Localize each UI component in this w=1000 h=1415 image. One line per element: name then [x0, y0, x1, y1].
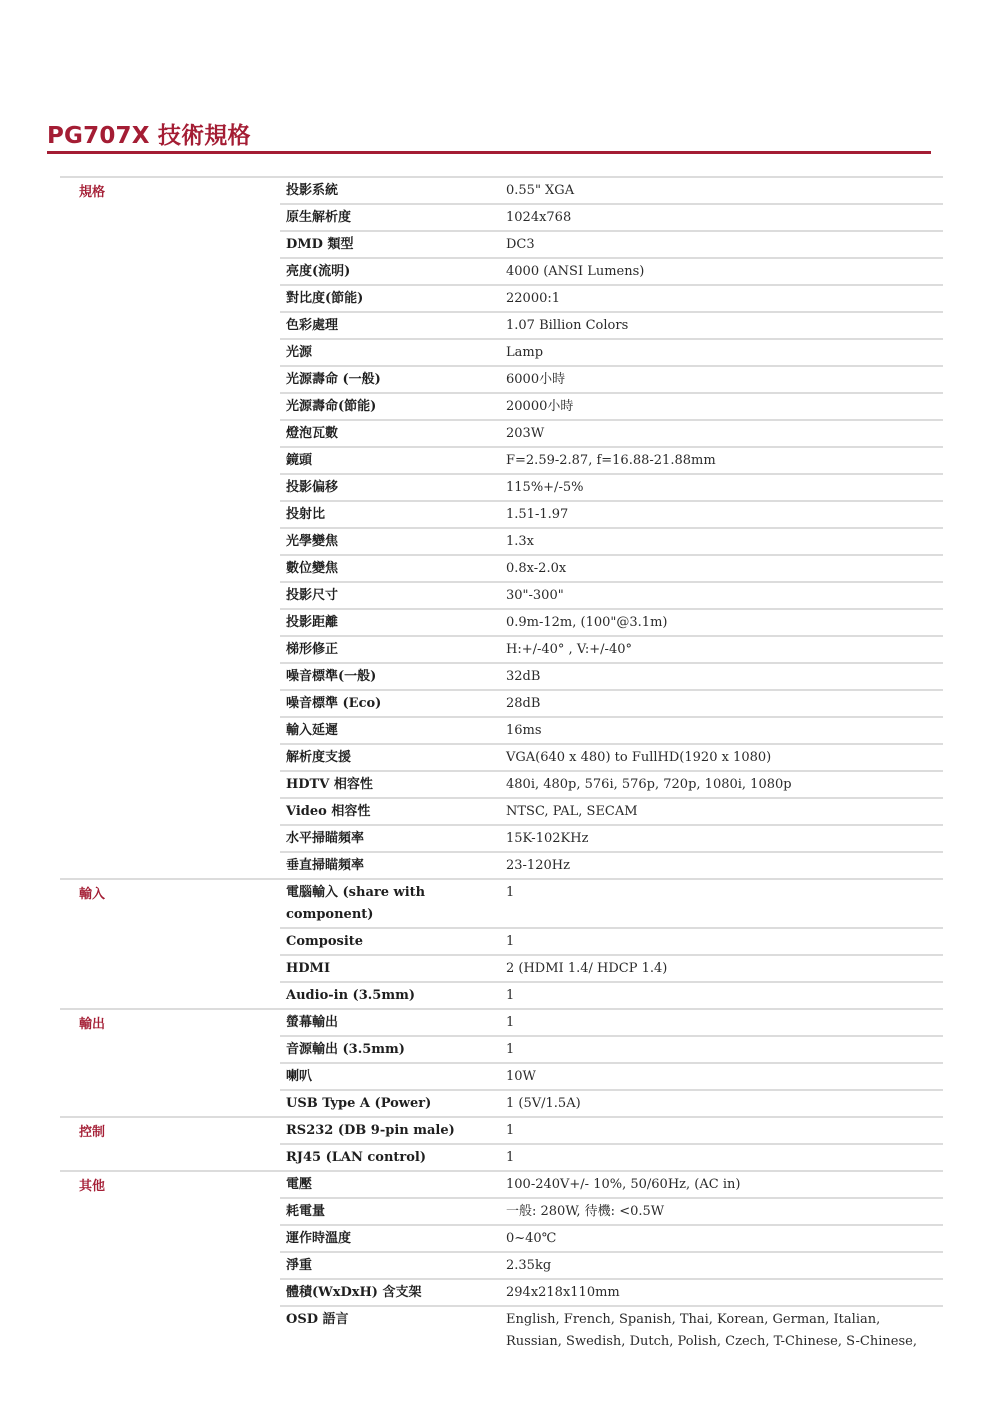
- spec-value: 0.9m-12m, (100"@3.1m): [506, 615, 668, 630]
- page-title: PG707X 技術規格: [47, 123, 251, 149]
- spec-label: 燈泡瓦數: [286, 426, 339, 441]
- spec-label: 光源壽命 (一般): [286, 372, 381, 387]
- spec-row: [280, 446, 943, 473]
- spec-value: 1: [506, 1123, 515, 1138]
- spec-table: [60, 176, 943, 1354]
- spec-value: 100-240V+/- 10%, 50/60Hz, (AC in): [506, 1177, 741, 1192]
- spec-row: [280, 554, 943, 581]
- spec-value: English, French, Spanish, Thai, Korean, German, Italian, Russian, Swedish, Dutch, Polish, Czech, T-Chinese, S-Chinese,: [506, 1312, 917, 1349]
- spec-section: [60, 1116, 943, 1170]
- spec-row: [280, 1172, 943, 1197]
- spec-section: [60, 176, 943, 878]
- spec-label: 噪音標準(一般): [286, 669, 377, 684]
- spec-value: 0~40℃: [506, 1231, 557, 1246]
- spec-value: 1: [506, 1150, 515, 1165]
- spec-label: 數位變焦: [286, 561, 339, 576]
- spec-section: [60, 878, 943, 1008]
- spec-label: RJ45 (LAN control): [286, 1150, 427, 1165]
- section-label: 輸出: [79, 1017, 106, 1032]
- spec-value: 2 (HDMI 1.4/ HDCP 1.4): [506, 961, 668, 976]
- spec-value: 6000小時: [506, 372, 566, 387]
- spec-label: 投影系統: [286, 183, 339, 198]
- spec-label: 解析度支援: [286, 750, 352, 765]
- section-label: 控制: [79, 1125, 106, 1140]
- spec-row: [280, 257, 943, 284]
- spec-label: 投影尺寸: [286, 588, 339, 603]
- spec-value: 22000:1: [506, 291, 561, 306]
- section-label: 其他: [79, 1179, 106, 1194]
- spec-value: 115%+/-5%: [506, 480, 584, 495]
- spec-row: [280, 1197, 943, 1224]
- spec-value: 10W: [506, 1069, 536, 1084]
- spec-value: 32dB: [506, 669, 541, 684]
- section-label: 輸入: [79, 887, 106, 902]
- spec-label: 音源輸出 (3.5mm): [286, 1042, 405, 1057]
- spec-value: Lamp: [506, 345, 544, 360]
- spec-section: [60, 1170, 943, 1354]
- spec-value: 1.3x: [506, 534, 535, 549]
- spec-row: [280, 1035, 943, 1062]
- spec-value: 2.35kg: [506, 1258, 552, 1273]
- spec-row: [280, 203, 943, 230]
- spec-value: 30"-300": [506, 588, 564, 603]
- spec-label: USB Type A (Power): [286, 1096, 432, 1111]
- spec-row: [280, 500, 943, 527]
- spec-value: 一般: 280W, 待機: <0.5W: [506, 1204, 665, 1219]
- spec-label: 運作時溫度: [286, 1231, 352, 1246]
- spec-label: 投射比: [286, 507, 326, 522]
- spec-row: [280, 1089, 943, 1116]
- title-divider: [47, 151, 931, 154]
- spec-row: [280, 527, 943, 554]
- spec-value: 1 (5V/1.5A): [506, 1096, 581, 1111]
- spec-label: 噪音標準 (Eco): [286, 696, 382, 711]
- spec-label: 淨重: [286, 1258, 313, 1273]
- spec-rows: [280, 880, 943, 1008]
- spec-label: HDTV 相容性: [286, 777, 373, 792]
- spec-row: [280, 365, 943, 392]
- spec-row: [280, 797, 943, 824]
- spec-row: [280, 392, 943, 419]
- spec-value: DC3: [506, 237, 535, 252]
- spec-value: NTSC, PAL, SECAM: [506, 804, 638, 819]
- spec-row: [280, 1305, 943, 1354]
- spec-row: [280, 770, 943, 797]
- spec-row: [280, 284, 943, 311]
- spec-value: 480i, 480p, 576i, 576p, 720p, 1080i, 1080p: [506, 777, 792, 792]
- spec-rows: [280, 1118, 943, 1170]
- spec-value: 23-120Hz: [506, 858, 570, 873]
- spec-label: 垂直掃瞄頻率: [286, 858, 365, 873]
- spec-rows: [280, 178, 943, 878]
- spec-label: 螢幕輸出: [286, 1015, 339, 1030]
- spec-label: 投影距離: [286, 615, 339, 630]
- spec-value: 1: [506, 885, 515, 900]
- spec-row: [280, 338, 943, 365]
- spec-value: 1: [506, 934, 515, 949]
- spec-label: 光學變焦: [286, 534, 339, 549]
- spec-value: 1.07 Billion Colors: [506, 318, 629, 333]
- spec-row: [280, 635, 943, 662]
- spec-value: F=2.59-2.87, f=16.88-21.88mm: [506, 453, 716, 468]
- spec-rows: [280, 1172, 943, 1354]
- spec-value: VGA(640 x 480) to FullHD(1920 x 1080): [506, 750, 772, 765]
- spec-row: [280, 824, 943, 851]
- spec-label: Audio-in (3.5mm): [286, 988, 415, 1003]
- spec-label: 電腦輸入 (share with component): [286, 885, 426, 922]
- spec-label: 電壓: [286, 1177, 313, 1192]
- spec-label: HDMI: [286, 961, 331, 976]
- spec-label: Video 相容性: [286, 804, 371, 819]
- spec-label: 輸入延遲: [286, 723, 339, 738]
- spec-row: [280, 1224, 943, 1251]
- spec-label: 水平掃瞄頻率: [286, 831, 365, 846]
- spec-label: 光源壽命(節能): [286, 399, 377, 414]
- spec-label: 對比度(節能): [286, 291, 364, 306]
- spec-row: [280, 581, 943, 608]
- spec-row: [280, 1118, 943, 1143]
- spec-value: 1.51-1.97: [506, 507, 569, 522]
- spec-label: 耗電量: [286, 1204, 326, 1219]
- spec-label: 色彩處理: [286, 318, 339, 333]
- spec-label: 投影偏移: [286, 480, 339, 495]
- spec-row: [280, 1062, 943, 1089]
- spec-label: 亮度(流明): [286, 264, 351, 279]
- spec-value: 1024x768: [506, 210, 572, 225]
- spec-row: [280, 1251, 943, 1278]
- spec-rows: [280, 1010, 943, 1116]
- spec-row: [280, 230, 943, 257]
- section-label: 規格: [79, 185, 106, 200]
- spec-row: [280, 954, 943, 981]
- spec-value: 20000小時: [506, 399, 574, 414]
- spec-label: OSD 語言: [286, 1312, 349, 1327]
- spec-row: [280, 689, 943, 716]
- spec-value: 1: [506, 988, 515, 1003]
- spec-value: 0.55" XGA: [506, 183, 575, 198]
- spec-value: 15K-102KHz: [506, 831, 589, 846]
- spec-row: [280, 743, 943, 770]
- spec-label: 梯形修正: [286, 642, 339, 657]
- spec-label: 體積(WxDxH) 含支架: [286, 1285, 422, 1300]
- spec-row: [280, 1278, 943, 1305]
- spec-value: H:+/-40° , V:+/-40°: [506, 642, 632, 657]
- spec-row: [280, 178, 943, 203]
- spec-label: 喇叭: [286, 1069, 313, 1084]
- spec-row: [280, 981, 943, 1008]
- spec-value: 1: [506, 1015, 515, 1030]
- spec-row: [280, 311, 943, 338]
- spec-row: [280, 419, 943, 446]
- spec-row: [280, 608, 943, 635]
- spec-row: [280, 716, 943, 743]
- spec-label: 原生解析度: [286, 210, 352, 225]
- spec-label: Composite: [286, 934, 364, 949]
- spec-section: [60, 1008, 943, 1116]
- spec-value: 28dB: [506, 696, 541, 711]
- spec-value: 4000 (ANSI Lumens): [506, 264, 645, 279]
- spec-row: [280, 927, 943, 954]
- spec-label: 鏡頭: [286, 453, 313, 468]
- spec-row: [280, 1010, 943, 1035]
- spec-value: 16ms: [506, 723, 542, 738]
- spec-label: 光源: [286, 345, 313, 360]
- spec-row: [280, 473, 943, 500]
- spec-value: 294x218x110mm: [506, 1285, 620, 1300]
- spec-row: [280, 851, 943, 878]
- spec-value: 203W: [506, 426, 545, 441]
- spec-label: RS232 (DB 9-pin male): [286, 1123, 455, 1138]
- spec-row: [280, 1143, 943, 1170]
- spec-row: [280, 880, 943, 927]
- spec-label: DMD 類型: [286, 237, 354, 252]
- spec-value: 0.8x-2.0x: [506, 561, 567, 576]
- spec-row: [280, 662, 943, 689]
- spec-value: 1: [506, 1042, 515, 1057]
